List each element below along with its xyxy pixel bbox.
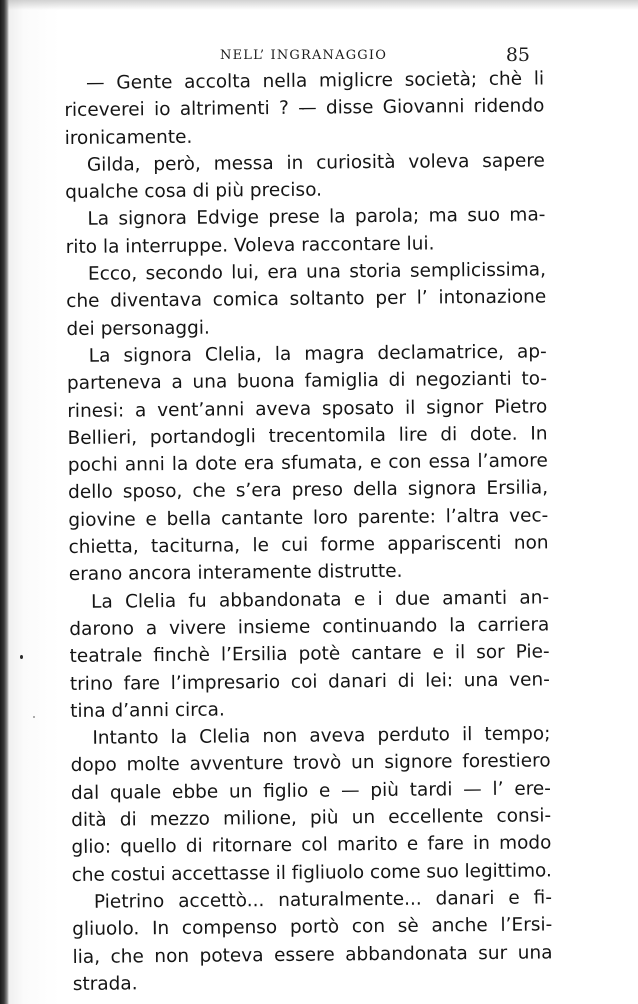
text-line: dello sposo, che s’era preso della signora Ersilia,	[67, 477, 549, 504]
text-line: chietta, taciturna, le cui forme appariscenti non	[68, 532, 549, 559]
text-line: darono a vivere insieme continuando la carriera	[69, 614, 550, 640]
text-line: giovine e bella cantante loro parente: l’altra vec-	[68, 505, 549, 531]
text-line: dal quale ebbe un figlio e — più tardi — l’ ere-	[70, 778, 552, 804]
text-line: qualche cosa di più preciso.	[65, 179, 323, 204]
top-shadow	[0, 0, 638, 10]
ink-speck	[20, 655, 23, 659]
text-line: trino fare l’impresario coi danari di lei: una ven-	[69, 668, 550, 695]
text-line: dei personaggi.	[66, 317, 210, 340]
text-line: strada.	[72, 973, 138, 995]
text-line: parteneva a una buona famiglia di negozianti to-	[66, 368, 548, 395]
binding-edge	[0, 0, 9, 1004]
text-line: Gilda, però, messa in curiosità voleva sapere	[86, 150, 545, 176]
text-line: tina d’anni circa.	[70, 699, 225, 722]
text-line: dità di mezzo milione, più un eccellente consi-	[71, 805, 552, 831]
text-line: rito la interruppe. Voleva raccontare lui.	[65, 233, 435, 258]
text-line: Ecco, secondo lui, era una storia semplicissima,	[87, 259, 547, 285]
text-line: — Gente accolta nella miglicre società; chè li	[86, 68, 545, 94]
text-line: teatrale finchè l’Ersilia potè cantare e il sor Pie-	[69, 641, 550, 668]
text-line: che diventava comica soltanto per l’ intonazione	[66, 286, 547, 313]
text-line: erano ancora interamente distrutte.	[68, 561, 403, 586]
text-line: ironicamente.	[64, 126, 193, 149]
text-line: Pietrino accettò... naturalmente... danari e fi-	[93, 887, 553, 913]
text-line: riceverei io altrimenti ? — disse Giovanni ridendo	[64, 95, 545, 122]
text-line: gliuolo. In compenso portò con sè anche l’Ersi-	[72, 914, 553, 941]
text-line: che costui accettasse il figliuolo come suo legittimo.	[71, 859, 552, 886]
text-line: rinesi: a vent’anni aveva sposato il signor Pietro	[67, 395, 548, 422]
text-line: La Clelia fu abbandonata e i due amanti an-	[91, 587, 550, 613]
text-line: pochi anni la dote era sfumata, e con essa l’amore	[67, 450, 548, 477]
page-number: 85	[505, 44, 530, 66]
text-line: La signora Edvige prese la parola; ma suo ma-	[87, 204, 546, 231]
text-line: glio: quello di ritornare col marito e fare in modo	[71, 832, 552, 859]
text-line: Intanto la Clelia non aveva perduto il tempo;	[92, 723, 551, 749]
text-line: La signora Clelia, la magra declamatrice, ap-	[88, 341, 547, 367]
text-line: lia, che non poteva essere abbandonata sur una	[72, 941, 553, 968]
text-line: dopo molte avventure trovò un signore forestiero	[70, 750, 551, 777]
ink-speck	[302, 108, 304, 110]
text-line: Bellieri, portandogli trecentomila lire di dote. In	[67, 423, 548, 449]
body-text	[64, 65, 553, 998]
running-head: NELL’ INGRANAGGIO	[220, 48, 388, 63]
ink-speck	[33, 716, 35, 718]
